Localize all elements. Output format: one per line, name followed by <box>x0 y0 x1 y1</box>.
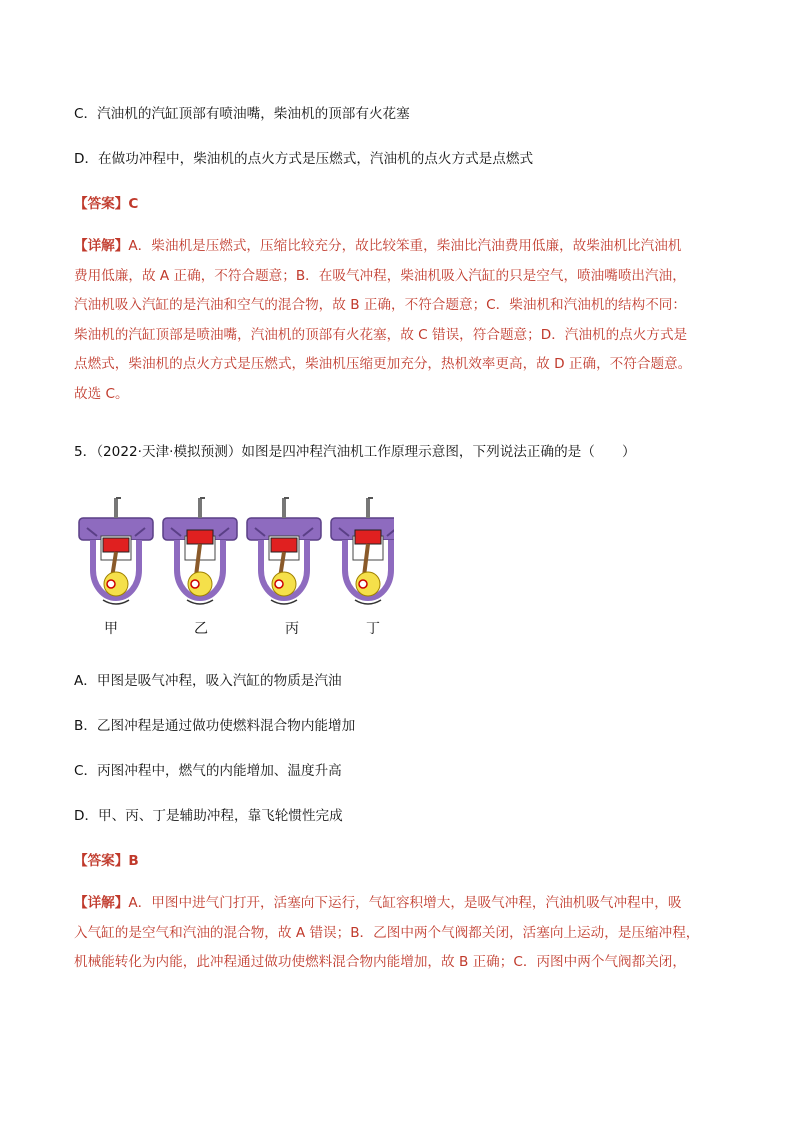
spark-plug-icon <box>198 498 202 518</box>
engine-yi <box>163 498 237 604</box>
q5-answer <box>74 849 139 869</box>
spark-plug-icon <box>282 498 286 518</box>
answer-value: B <box>128 853 139 869</box>
engine-strokes-figure <box>74 490 394 620</box>
option-c: C．丙图冲程中，燃气的内能增加、温度升高 <box>74 763 342 779</box>
figure-label-bing: 丙 <box>285 621 299 637</box>
prev-option-d: D．在做功冲程中，柴油机的点火方式是压燃式，汽油机的点火方式是点燃式 <box>74 151 534 167</box>
prev-option-c: C．汽油机的汽缸顶部有喷油嘴，柴油机的顶部有火花塞 <box>74 106 410 122</box>
detail-line: 点燃式，柴油机的点火方式是压燃式，柴油机压缩更加充分，热机效率更高，故 D 正确，不符合题意。 <box>74 356 692 372</box>
prev-detail <box>74 232 734 409</box>
figure-label-jia: 甲 <box>104 621 118 637</box>
spark-plug-icon <box>366 498 370 518</box>
answer-value: C <box>128 196 139 212</box>
detail-label: 【详解】 <box>74 895 129 911</box>
engine-ding <box>331 498 394 604</box>
prev-answer <box>74 192 138 212</box>
piston <box>271 538 297 552</box>
detail-line: 故选 C。 <box>74 385 129 402</box>
question-stem: 5．（2022·天津·模拟预测）如图是四冲程汽油机工作原理示意图，下列说法正确的是（ ） <box>74 444 636 460</box>
q5-detail <box>74 889 734 978</box>
detail-line: 柴油机的汽缸顶部是喷油嘴，汽油机的顶部有火花塞，故 C 错误，符合题意；D．汽油机的点火方式是 <box>74 326 688 343</box>
detail-line: 汽油机吸入汽缸的是汽油和空气的混合物，故 B 正确，不符合题意；C．柴油机和汽油机的结构不同： <box>74 297 686 313</box>
detail-line: 入气缸的是空气和汽油的混合物，故 A 错误；B．乙图中两个气阀都关闭，活塞向上运动，是压缩冲程， <box>74 924 700 941</box>
answer-label: 【答案】 <box>74 853 129 869</box>
option-a: A．甲图是吸气冲程，吸入汽缸的物质是汽油 <box>74 673 342 689</box>
answer-label: 【答案】 <box>74 196 129 212</box>
figure-label-ding: 丁 <box>366 621 380 637</box>
detail-line: A．柴油机是压燃式，压缩比较充分，故比较笨重，柴油比汽油费用低廉，故柴油机比汽油机 <box>128 238 682 254</box>
detail-line: 机械能转化为内能，此冲程通过做功使燃料混合物内能增加，故 B 正确；C．丙图中两个气阀都关闭， <box>74 954 686 970</box>
detail-line: A．甲图中进气门打开，活塞向下运行，气缸容积增大，是吸气冲程，汽油机吸气冲程中，吸 <box>128 895 682 911</box>
detail-label: 【详解】 <box>74 238 129 254</box>
piston <box>187 530 213 544</box>
option-b: B．乙图冲程是通过做功使燃料混合物内能增加 <box>74 718 356 734</box>
option-d: D．甲、丙、丁是辅助冲程，靠飞轮惯性完成 <box>74 808 343 824</box>
engine-jia <box>79 498 153 604</box>
engine-bing <box>247 498 321 604</box>
piston <box>355 530 381 544</box>
piston <box>103 538 129 552</box>
detail-line: 费用低廉，故 A 正确，不符合题意；B．在吸气冲程，柴油机吸入汽缸的只是空气，喷油嘴喷出汽油， <box>74 267 686 284</box>
figure-label-yi: 乙 <box>194 621 208 637</box>
spark-plug-icon <box>114 498 118 518</box>
